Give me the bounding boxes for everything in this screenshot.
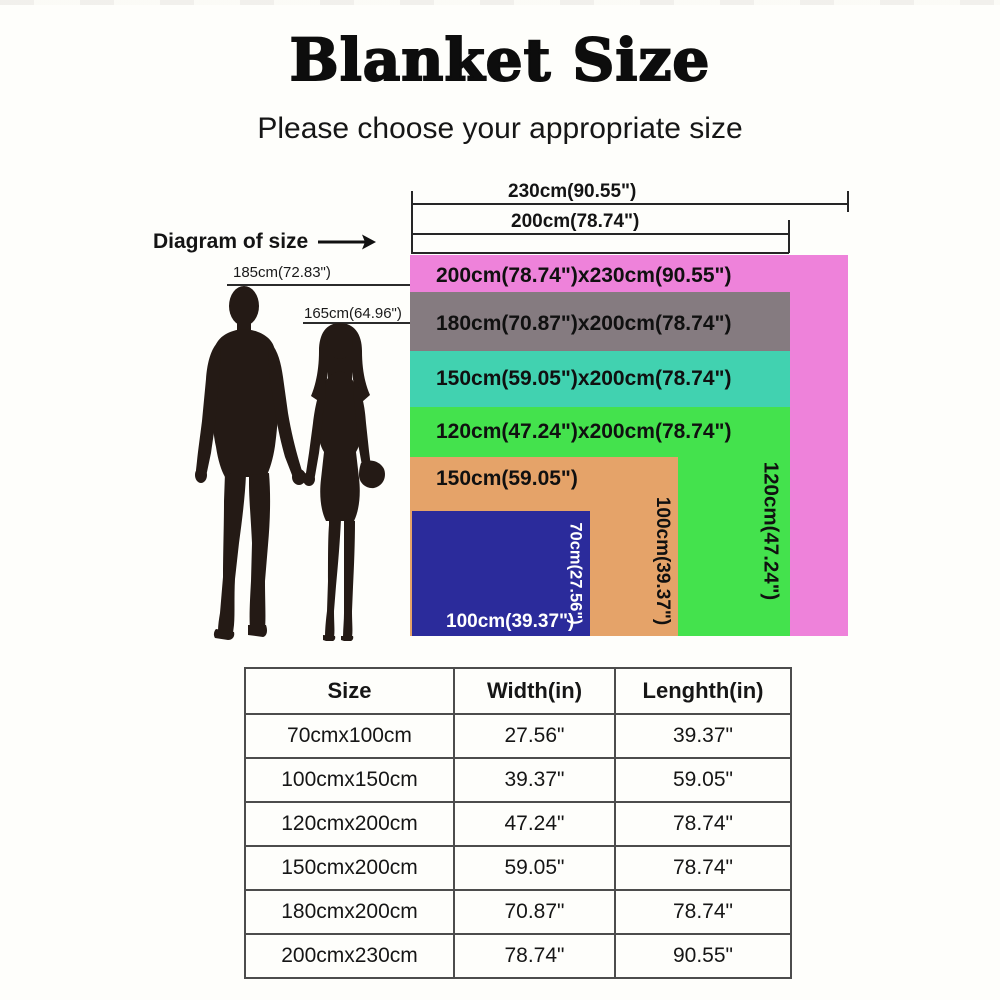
man-height-label: 185cm(72.83") <box>233 264 331 281</box>
blanket-side-label-120: 120cm(47.24") <box>759 461 783 601</box>
dimension-tick-left <box>411 191 413 253</box>
table-cell: 120cmx200cm <box>245 802 454 846</box>
table-cell: 78.74" <box>615 802 791 846</box>
blanket-label-200x230: 200cm(78.74")x230cm(90.55") <box>436 264 732 287</box>
table-row <box>245 758 791 802</box>
table-row <box>245 890 791 934</box>
page-subtitle: Please choose your appropriate size <box>257 112 743 145</box>
blanket-side-label-70: 70cm(27.56") <box>566 522 585 625</box>
blanket-label-120x200: 120cm(47.24")x200cm(78.74") <box>436 420 732 443</box>
size-table <box>244 667 792 979</box>
table-cell: 39.37" <box>454 758 615 802</box>
table-cell: 59.05" <box>615 758 791 802</box>
table-cell: 200cmx230cm <box>245 934 454 978</box>
table-header-size: Size <box>245 668 454 714</box>
table-row <box>245 846 791 890</box>
page-title: Blanket Size <box>289 26 711 94</box>
couple-silhouette-icon <box>185 281 395 641</box>
table-cell: 27.56" <box>454 714 615 758</box>
diagram-caption <box>153 230 376 254</box>
table-cell: 70cmx100cm <box>245 714 454 758</box>
blanket-label-180x200: 180cm(70.87")x200cm(78.74") <box>436 312 732 335</box>
dimension-tick-right-200 <box>788 220 790 253</box>
blanket-label-100-width: 100cm(39.37") <box>446 611 575 632</box>
table-header-length: Lenghth(in) <box>615 668 791 714</box>
blanket-label-150-width: 150cm(59.05") <box>436 467 578 490</box>
blanket-side-label-100: 100cm(39.37") <box>652 496 673 626</box>
dimension-line-230 <box>411 203 849 205</box>
top-edge-artifact <box>0 0 1000 5</box>
table-row <box>245 802 791 846</box>
table-cell: 78.74" <box>615 890 791 934</box>
table-cell: 78.74" <box>454 934 615 978</box>
table-cell: 39.37" <box>615 714 791 758</box>
dimension-line-200 <box>411 233 789 235</box>
dimension-label-200: 200cm(78.74") <box>511 211 640 232</box>
table-cell: 47.24" <box>454 802 615 846</box>
arrow-right-icon <box>318 233 376 251</box>
table-cell: 90.55" <box>615 934 791 978</box>
table-cell: 100cmx150cm <box>245 758 454 802</box>
table-header-row <box>245 668 791 714</box>
dimension-baseline <box>411 252 789 254</box>
table-cell: 70.87" <box>454 890 615 934</box>
woman-height-label: 165cm(64.96") <box>304 305 402 322</box>
table-row <box>245 714 791 758</box>
table-row <box>245 934 791 978</box>
table-cell: 150cmx200cm <box>245 846 454 890</box>
table-header-width: Width(in) <box>454 668 615 714</box>
table-cell: 59.05" <box>454 846 615 890</box>
dimension-label-230: 230cm(90.55") <box>508 181 637 202</box>
dimension-tick-right-230 <box>847 191 849 212</box>
diagram-caption-text: Diagram of size <box>153 230 309 253</box>
table-cell: 180cmx200cm <box>245 890 454 934</box>
table-cell: 78.74" <box>615 846 791 890</box>
blanket-label-150x200: 150cm(59.05")x200cm(78.74") <box>436 367 732 390</box>
